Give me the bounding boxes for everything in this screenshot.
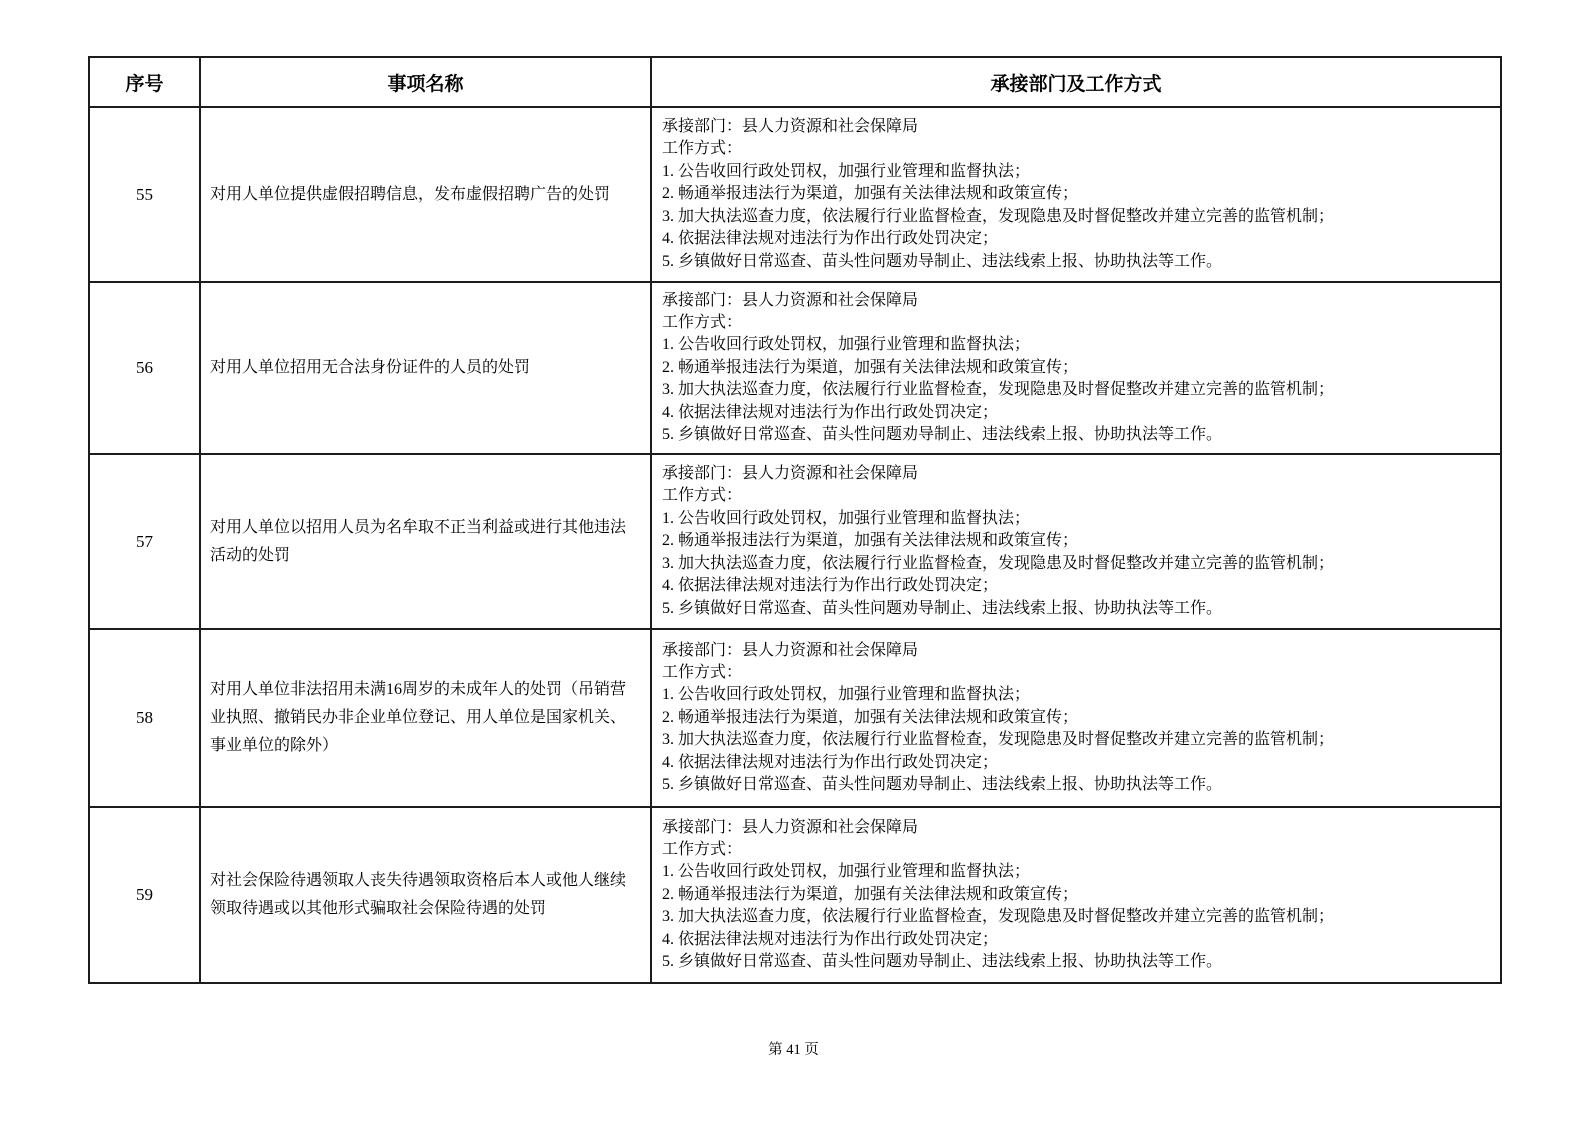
table-row (89, 282, 1501, 454)
detail-line: 工作方式： (662, 313, 743, 331)
detail-line: 承接部门：县人力资源和社会保障局 (662, 641, 919, 659)
detail-line: 2. 畅通举报违法行为渠道，加强有关法律法规和政策宣传； (662, 532, 1079, 550)
item-name-cell: 对用人单位提供虚假招聘信息，发布虚假招聘广告的处罚 (200, 107, 651, 282)
detail-line: 4. 依据法律法规对违法行为作出行政处罚决定； (662, 930, 999, 948)
item-name-cell: 对社会保险待遇领取人丧失待遇领取资格后本人或他人继续领取待遇或以其他形式骗取社会保险待遇的处罚 (200, 807, 651, 983)
table-row (89, 454, 1501, 629)
table-row (89, 807, 1501, 983)
detail-line: 1. 公告收回行政处罚权，加强行业管理和监督执法； (662, 336, 1031, 354)
detail-line: 5. 乡镇做好日常巡查、苗头性问题劝导制止、违法线索上报、协助执法等工作。 (662, 252, 1223, 270)
detail-line: 工作方式： (662, 140, 743, 158)
penalty-items-table (88, 56, 1502, 984)
item-name-cell: 对用人单位招用无合法身份证件的人员的处罚 (200, 282, 651, 454)
detail-line: 2. 畅通举报违法行为渠道，加强有关法律法规和政策宣传； (662, 358, 1079, 376)
detail-line: 工作方式： (662, 840, 743, 858)
detail-line: 3. 加大执法巡查力度，依法履行行业监督检查，发现隐患及时督促整改并建立完善的监管机制； (662, 381, 1335, 399)
col-header-item-name: 事项名称 (200, 57, 651, 107)
detail-line: 3. 加大执法巡查力度，依法履行行业监督检查，发现隐患及时督促整改并建立完善的监管机制； (662, 207, 1335, 225)
department-method-cell (651, 629, 1501, 807)
detail-line: 3. 加大执法巡查力度，依法履行行业监督检查，发现隐患及时督促整改并建立完善的监管机制； (662, 731, 1335, 749)
detail-line: 1. 公告收回行政处罚权，加强行业管理和监督执法； (662, 863, 1031, 881)
detail-line: 1. 公告收回行政处罚权，加强行业管理和监督执法； (662, 162, 1031, 180)
row-number-cell: 58 (89, 629, 200, 807)
table-header-row (89, 57, 1501, 107)
detail-line: 4. 依据法律法规对违法行为作出行政处罚决定； (662, 577, 999, 595)
detail-line: 4. 依据法律法规对违法行为作出行政处罚决定； (662, 230, 999, 248)
detail-line: 承接部门：县人力资源和社会保障局 (662, 465, 919, 483)
row-number-cell: 55 (89, 107, 200, 282)
row-number-cell: 59 (89, 807, 200, 983)
department-method-cell (651, 807, 1501, 983)
department-method-cell (651, 454, 1501, 629)
col-header-serial-number: 序号 (89, 57, 200, 107)
detail-line: 3. 加大执法巡查力度，依法履行行业监督检查，发现隐患及时督促整改并建立完善的监管机制； (662, 554, 1335, 572)
detail-line: 工作方式： (662, 487, 743, 505)
detail-line: 2. 畅通举报违法行为渠道，加强有关法律法规和政策宣传； (662, 185, 1079, 203)
detail-line: 5. 乡镇做好日常巡查、苗头性问题劝导制止、违法线索上报、协助执法等工作。 (662, 776, 1223, 794)
detail-line: 5. 乡镇做好日常巡查、苗头性问题劝导制止、违法线索上报、协助执法等工作。 (662, 426, 1223, 444)
page-number: 第 41 页 (768, 1042, 819, 1058)
detail-line: 5. 乡镇做好日常巡查、苗头性问题劝导制止、违法线索上报、协助执法等工作。 (662, 953, 1223, 971)
item-name-cell: 对用人单位非法招用未满16周岁的未成年人的处罚（吊销营业执照、撤销民办非企业单位登记、用人单位是国家机关、事业单位的除外） (200, 629, 651, 807)
detail-line: 5. 乡镇做好日常巡查、苗头性问题劝导制止、违法线索上报、协助执法等工作。 (662, 599, 1223, 617)
col-header-department-method: 承接部门及工作方式 (651, 57, 1501, 107)
detail-line: 1. 公告收回行政处罚权，加强行业管理和监督执法； (662, 509, 1031, 527)
detail-line: 4. 依据法律法规对违法行为作出行政处罚决定； (662, 753, 999, 771)
department-method-cell (651, 282, 1501, 454)
item-name-cell: 对用人单位以招用人员为名牟取不正当利益或进行其他违法活动的处罚 (200, 454, 651, 629)
detail-line: 工作方式： (662, 663, 743, 681)
detail-line: 2. 畅通举报违法行为渠道，加强有关法律法规和政策宣传； (662, 885, 1079, 903)
detail-line: 3. 加大执法巡查力度，依法履行行业监督检查，发现隐患及时督促整改并建立完善的监管机制； (662, 908, 1335, 926)
table-row (89, 107, 1501, 282)
detail-line: 2. 畅通举报违法行为渠道，加强有关法律法规和政策宣传； (662, 708, 1079, 726)
row-number-cell: 56 (89, 282, 200, 454)
detail-line: 承接部门：县人力资源和社会保障局 (662, 118, 919, 136)
detail-line: 1. 公告收回行政处罚权，加强行业管理和监督执法； (662, 686, 1031, 704)
detail-line: 承接部门：县人力资源和社会保障局 (662, 818, 919, 836)
row-number-cell: 57 (89, 454, 200, 629)
table-row (89, 629, 1501, 807)
department-method-cell (651, 107, 1501, 282)
detail-line: 承接部门：县人力资源和社会保障局 (662, 291, 919, 309)
detail-line: 4. 依据法律法规对违法行为作出行政处罚决定； (662, 403, 999, 421)
